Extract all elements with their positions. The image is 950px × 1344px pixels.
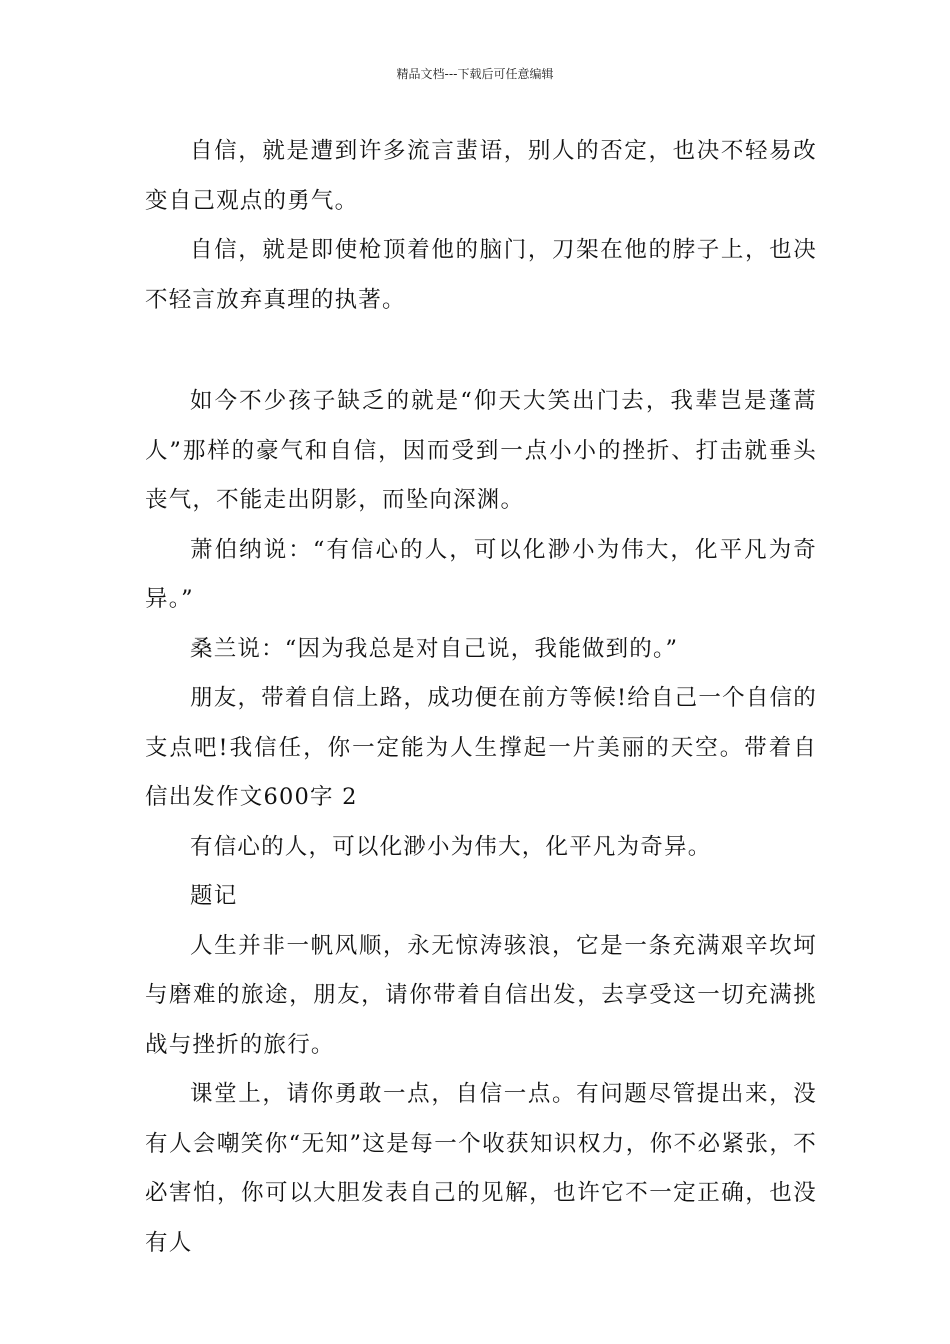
paragraph: 桑兰说：“因为我总是对自己说，我能做到的。” xyxy=(190,635,679,662)
text-block-top xyxy=(145,127,817,325)
paragraph: 人生并非一帆风顺，永无惊涛骇浪，它是一条充满艰辛坎坷与磨难的旅途，朋友，请你带着自信出发，去享受这一切充满挑战与挫折的旅行。 xyxy=(145,932,817,1058)
text-block-bottom xyxy=(145,377,817,1268)
page-header: 精品文档---下载后可任意编辑 xyxy=(396,67,554,81)
paragraph: 自信，就是即使枪顶着他的脑门，刀架在他的脖子上，也决不轻言放弃真理的执著。 xyxy=(145,237,817,313)
paragraph: 课堂上，请你勇敢一点，自信一点。有问题尽管提出来，没有人会嘲笑你“无知”这是每一个收获知识权力，你不必紧张，不必害怕，你可以大胆发表自己的见解，也许它不一定正确，也没有人 xyxy=(145,1081,817,1256)
paragraph: 题记 xyxy=(190,883,238,909)
paragraph: 朋友，带着自信上路，成功便在前方等候!给自己一个自信的支点吧!我信任，你一定能为人生撑起一片美丽的天空。带着自信出发作文600字 2 xyxy=(145,685,817,810)
paragraph: 自信，就是遭到许多流言蜚语，别人的否定，也决不轻易改变自己观点的勇气。 xyxy=(145,138,817,214)
paragraph: 萧伯纳说：“有信心的人，可以化渺小为伟大，化平凡为奇异。” xyxy=(145,536,817,612)
paragraph: 有信心的人，可以化渺小为伟大，化平凡为奇异。 xyxy=(190,833,712,860)
paragraph: 如今不少孩子缺乏的就是“仰天大笑出门去，我辈岂是蓬蒿人”那样的豪气和自信，因而受到一点小小的挫折、打击就垂头丧气，不能走出阴影，而坠向深渊。 xyxy=(145,388,817,513)
